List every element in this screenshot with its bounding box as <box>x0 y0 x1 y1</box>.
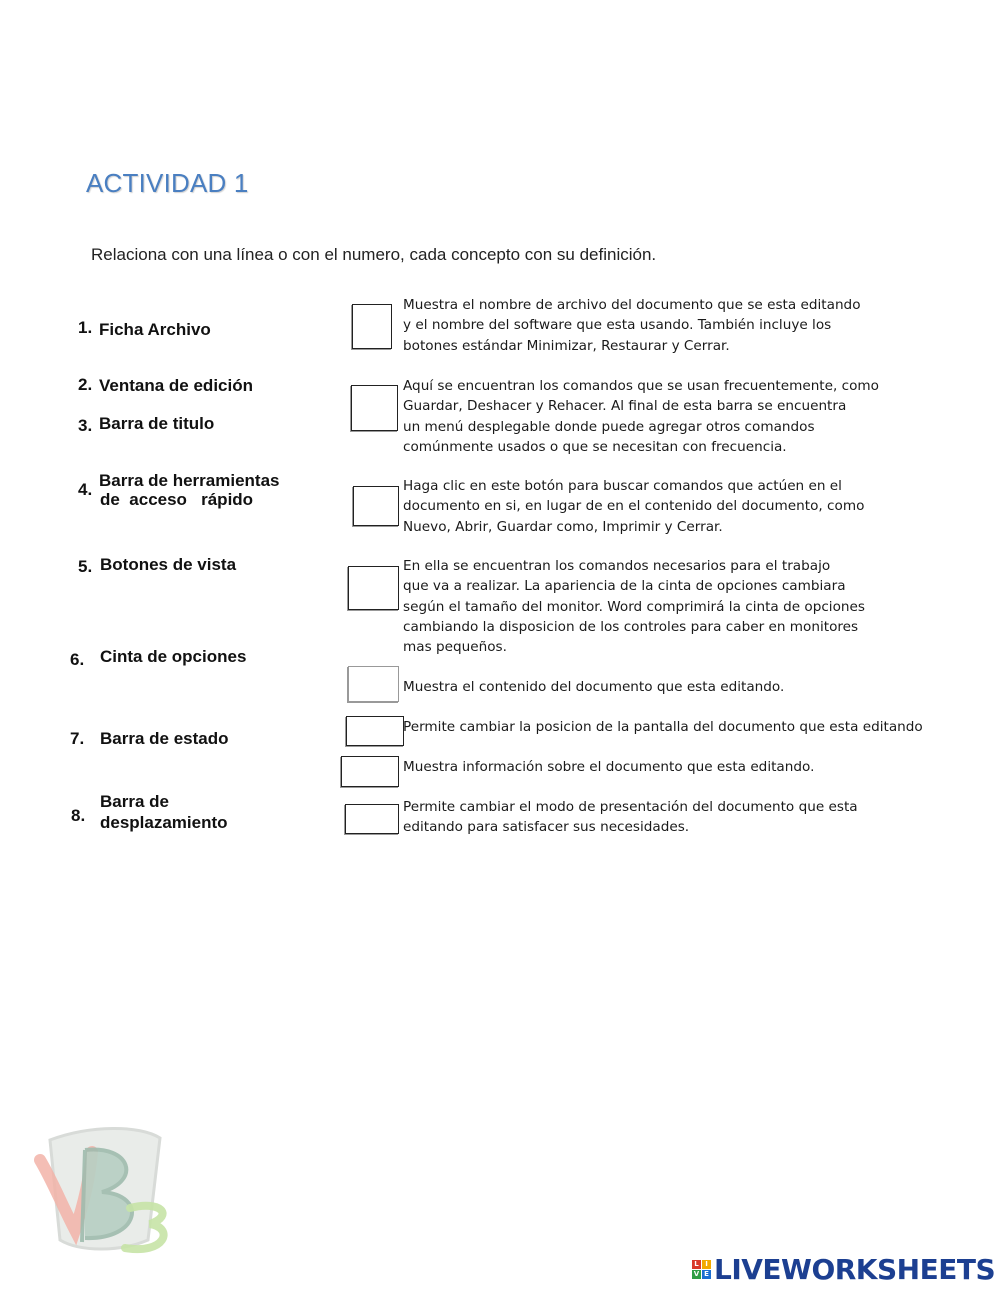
answer-input-2[interactable] <box>352 386 397 430</box>
definition-line: Muestra información sobre el documento que esta editando. <box>403 759 815 775</box>
definition-line: Muestra el contenido del documento que esta editando. <box>403 679 785 695</box>
answer-box-1[interactable] <box>352 304 392 349</box>
definition-1 <box>403 295 913 356</box>
answer-box-5[interactable] <box>348 666 399 702</box>
concept-label: Cinta de opciones <box>100 647 247 666</box>
brand-mark-letter: I <box>702 1260 711 1269</box>
concept-number: 1. <box>78 318 93 337</box>
definition-6 <box>403 717 943 737</box>
definition-line: y el nombre del software que esta usando. También incluye los <box>403 317 832 334</box>
answer-input-4[interactable] <box>349 567 398 609</box>
definition-line: Guardar, Deshacer y Rehacer. Al final de esta barra se encuentra <box>403 398 847 415</box>
answer-box-3[interactable] <box>353 486 399 526</box>
answer-input-8[interactable] <box>346 805 398 833</box>
concept-label: Ficha Archivo <box>99 320 211 339</box>
brand-mark-letter: L <box>692 1260 701 1269</box>
definition-line: cambiando la disposicion de los controles para caber en monitores <box>403 618 859 635</box>
concept-label: Ventana de edición <box>99 376 253 395</box>
instructions: Relaciona con una línea o con el numero, cada concepto con su definición. <box>91 245 657 264</box>
definition-2 <box>403 376 913 457</box>
answer-box-7[interactable] <box>341 756 399 787</box>
brand-mark-letter: V <box>693 1270 700 1278</box>
definition-line: documento en si, en lugar de en el contenido del documento, como <box>403 498 865 515</box>
concept-label-line2: de acceso rápido <box>100 490 254 509</box>
concept-number: 7. <box>70 729 85 748</box>
definition-4 <box>403 556 913 657</box>
concept-number: 2. <box>78 375 93 394</box>
definition-8 <box>403 797 913 838</box>
concept-number: 8. <box>71 806 86 825</box>
definition-line: Aquí se encuentran los comandos que se usan frecuentemente, como <box>403 378 879 394</box>
answer-box-6[interactable] <box>346 716 404 746</box>
definition-line: editando para satisfacer sus necesidades. <box>403 819 690 836</box>
liveworksheets-brand <box>692 1253 995 1286</box>
concept-label: Botones de vista <box>100 555 237 574</box>
concept-number: 6. <box>70 650 85 669</box>
activity-title: ACTIVIDAD 1 <box>86 168 249 198</box>
answer-input-7[interactable] <box>342 757 398 786</box>
definition-7 <box>403 757 913 777</box>
answer-box-4[interactable] <box>348 566 399 610</box>
definition-line: que va a realizar. La apariencia de la cinta de opciones cambiara <box>403 578 846 595</box>
liveworksheets-logo-icon <box>692 1260 711 1279</box>
answer-box-8[interactable] <box>345 804 399 834</box>
concept-label: Barra de estado <box>100 729 229 748</box>
definition-5 <box>403 677 913 697</box>
brand-name: LIVEWORKSHEETS <box>714 1253 996 1286</box>
definition-line: Permite cambiar el modo de presentación del documento que esta <box>403 799 858 815</box>
definition-line: mas pequeños. <box>403 639 507 656</box>
concept-number: 4. <box>78 480 93 499</box>
definition-line: Nuevo, Abrir, Guardar como, Imprimir y Cerrar. <box>403 518 723 535</box>
concept-number: 3. <box>78 416 93 435</box>
concept-label-line1: Barra de herramientas <box>99 471 280 490</box>
definition-line: Haga clic en este botón para buscar comandos que actúen en el <box>403 478 842 494</box>
definition-line: En ella se encuentran los comandos necesarios para el trabajo <box>403 558 831 574</box>
definition-line: comúnmente usados o que se necesitan con frecuencia. <box>403 438 787 455</box>
concept-label-line2: desplazamiento <box>100 813 228 832</box>
definition-line: según el tamaño del monitor. Word comprimirá la cinta de opciones <box>403 598 865 615</box>
definition-line: un menú desplegable donde puede agregar otros comandos <box>403 418 815 435</box>
definition-3 <box>403 476 913 537</box>
answer-input-3[interactable] <box>354 487 398 525</box>
answer-input-1[interactable] <box>353 305 391 348</box>
definition-line: botones estándar Minimizar, Restaurar y Cerrar. <box>403 337 730 354</box>
brand-mark-letter: E <box>702 1270 711 1279</box>
definition-line: Muestra el nombre de archivo del documento que se esta editando <box>403 297 861 313</box>
answer-box-2[interactable] <box>351 385 398 431</box>
concept-label-line1: Barra de <box>100 792 169 811</box>
concept-label: Barra de titulo <box>99 414 215 433</box>
concept-number: 5. <box>78 557 93 576</box>
watermark-logo-icon <box>30 1120 185 1260</box>
definition-line: Permite cambiar la posicion de la pantalla del documento que esta editando <box>403 719 923 735</box>
answer-input-5[interactable] <box>349 667 398 701</box>
answer-input-6[interactable] <box>347 717 403 745</box>
